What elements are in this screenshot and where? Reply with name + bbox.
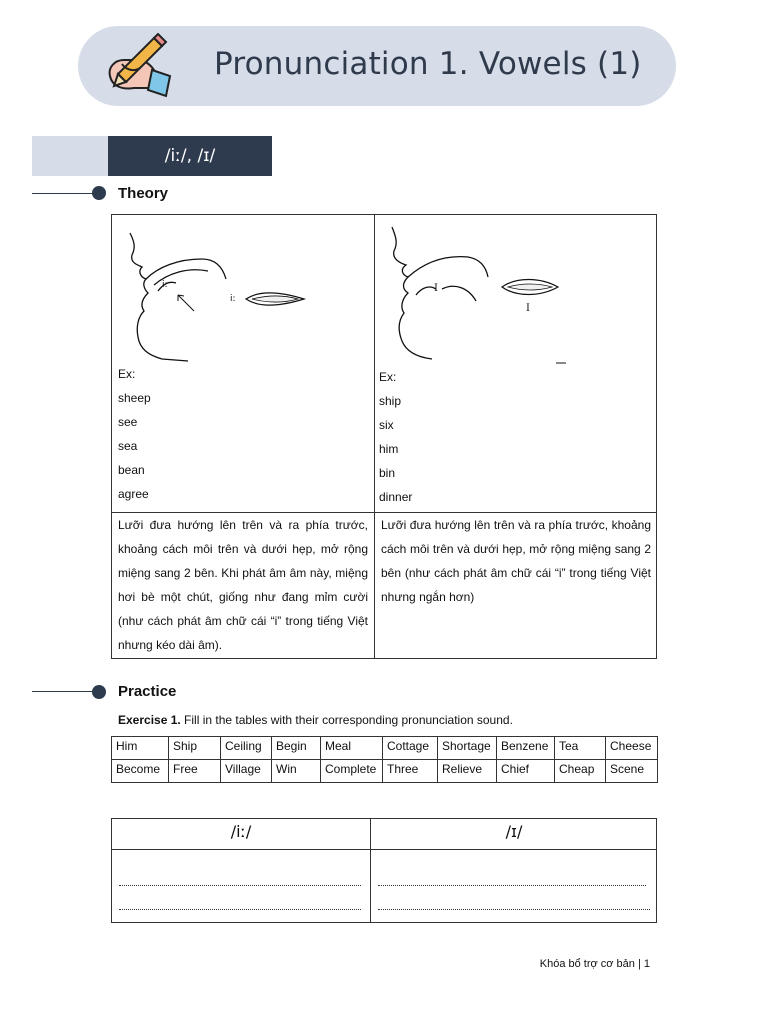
example-word: dinner (379, 490, 413, 504)
theory-bullet (92, 186, 106, 200)
table-row (112, 737, 658, 760)
word-cell: Tea (555, 737, 606, 760)
word-cell: Chief (497, 760, 555, 783)
word-cell: Village (221, 760, 272, 783)
example-word: ship (379, 394, 402, 408)
word-cell: Ship (169, 737, 221, 760)
examples-label: Ex: (118, 367, 136, 381)
exercise-instruction (118, 713, 513, 727)
word-cell: Cottage (383, 737, 438, 760)
table-row (112, 760, 658, 783)
lips-label-long-i: i: (230, 294, 236, 304)
page-title: Pronunciation 1. Vowels (1) (214, 46, 642, 82)
practice-bullet (92, 685, 106, 699)
answer-table (111, 818, 657, 923)
example-word: bean (118, 463, 145, 477)
description-long-i: Lưỡi đưa hướng lên trên và ra phía trước, khoảng cách môi trên và dưới hẹp, mở rộng miệng sang 2 bên. Khi phát âm âm này, miệng hơi bè một chút, giống như đang mỉm cười (như cách phát âm chữ cái “i” trong tiếng Việt nhưng kéo dài âm). (118, 518, 368, 652)
answer-line-long-i[interactable] (119, 909, 361, 910)
example-word: six (379, 418, 394, 432)
example-word: sheep (118, 391, 151, 405)
section-label: /iː/, /ɪ/ (108, 136, 272, 176)
word-cell: Him (112, 737, 169, 760)
word-cell: Meal (321, 737, 383, 760)
hand-writing-pencil-icon (104, 30, 178, 102)
answer-line-long-i[interactable] (119, 885, 361, 886)
theory-table (111, 214, 657, 659)
word-cell: Cheese (606, 737, 658, 760)
example-word: bin (379, 466, 396, 480)
mouth-diagram-long-i (118, 219, 318, 364)
word-cell: Become (112, 760, 169, 783)
example-word: sea (118, 439, 138, 453)
word-cell: Cheap (555, 760, 606, 783)
diagram-label-long-i: i: (162, 280, 168, 290)
word-cell: Ceiling (221, 737, 272, 760)
answer-header-short-i: /ɪ/ (505, 822, 523, 841)
example-word: see (118, 415, 138, 429)
word-cell: Benzene (497, 737, 555, 760)
word-cell: Relieve (438, 760, 497, 783)
answer-line-short-i[interactable] (378, 885, 646, 886)
page-footer: Khóa bổ trợ cơ bản | 1 (539, 958, 650, 970)
diagram-label-short-i: I (434, 283, 438, 294)
word-cell: Free (169, 760, 221, 783)
examples-label: Ex: (379, 370, 397, 384)
practice-divider (32, 691, 94, 692)
lips-label-short-i: I (526, 303, 530, 314)
examples-long-i (118, 362, 151, 506)
word-cell: Complete (321, 760, 383, 783)
examples-short-i (379, 365, 412, 509)
answer-line-short-i[interactable] (378, 909, 650, 910)
word-cell: Three (383, 760, 438, 783)
exercise-label: Exercise 1. (118, 713, 181, 727)
word-cell: Win (272, 760, 321, 783)
exercise-text: Fill in the tables with their corresponding pronunciation sound. (180, 713, 513, 727)
theory-heading: Theory (118, 185, 169, 202)
word-cell: Shortage (438, 737, 497, 760)
practice-heading: Practice (118, 683, 177, 700)
description-short-i: Lưỡi đưa hướng lên trên và ra phía trước, khoảng cách môi trên và dưới hẹp, mở rộng miệng sang 2 bên (như cách phát âm chữ cái “i” trong tiếng Việt nhưng ngắn hơn) (381, 518, 651, 604)
word-cell: Scene (606, 760, 658, 783)
example-word: agree (118, 487, 149, 501)
word-table (111, 736, 658, 783)
header-banner (78, 26, 676, 106)
word-cell: Begin (272, 737, 321, 760)
answer-header-long-i: /iː/ (230, 822, 252, 841)
section-label-accent (32, 136, 112, 176)
example-word: him (379, 442, 399, 456)
mouth-diagram-short-i (380, 219, 580, 364)
theory-divider (32, 193, 94, 194)
